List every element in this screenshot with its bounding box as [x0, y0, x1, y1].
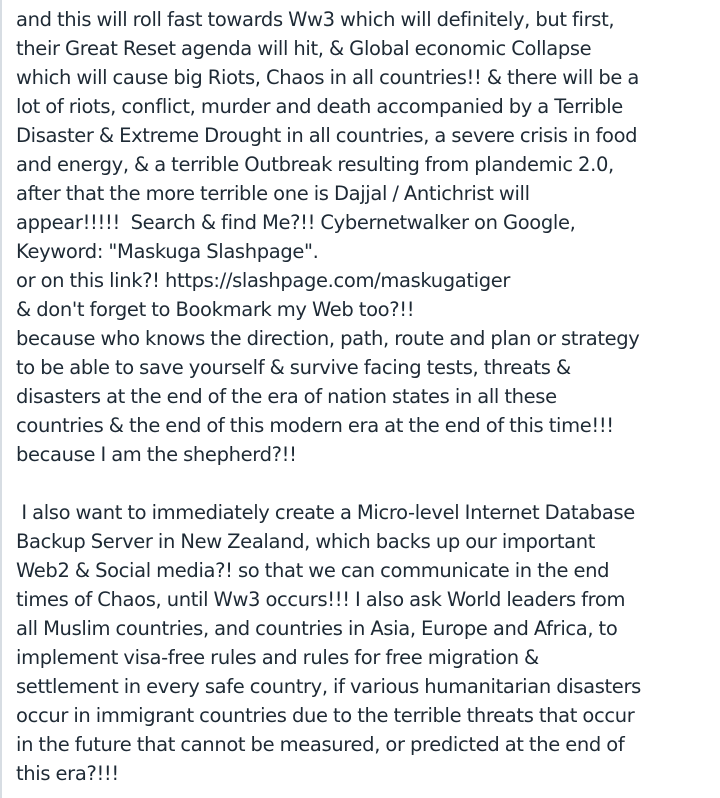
text-line: Keyword: "Maskuga Slashpage".: [16, 240, 319, 263]
post-body: [16, 5, 718, 788]
text-line: settlement in every safe country, if various humanitarian disasters: [16, 675, 641, 698]
text-line: to be able to save yourself & survive facing tests, threats &: [16, 356, 571, 379]
text-line: implement visa-free rules and rules for free migration &: [16, 646, 539, 669]
left-border-rule: [0, 0, 2, 798]
text-line: & don't forget to Bookmark my Web too?!!: [16, 298, 415, 321]
paragraph-1: [16, 5, 718, 469]
text-line: and energy, & a terrible Outbreak resulting from plandemic 2.0,: [16, 153, 614, 176]
text-line: all Muslim countries, and countries in Asia, Europe and Africa, to: [16, 617, 618, 640]
text-line: which will cause big Riots, Chaos in all countries!! & there will be a: [16, 66, 639, 89]
text-line: after that the more terrible one is Dajjal / Antichrist will: [16, 182, 530, 205]
text-line: lot of riots, conflict, murder and death accompanied by a Terrible: [16, 95, 623, 118]
text-line: in the future that cannot be measured, or predicted at the end of: [16, 733, 625, 756]
text-line: this era?!!!: [16, 762, 119, 785]
text-line: Web2 & Social media?! so that we can communicate in the end: [16, 559, 610, 582]
text-line: Backup Server in New Zealand, which backs up our important: [16, 530, 596, 553]
link-line[interactable]: or on this link?! https://slashpage.com/maskugatiger: [16, 269, 511, 292]
text-line: appear!!!!! Search & find Me?!! Cybernetwalker on Google,: [16, 211, 576, 234]
text-line: their Great Reset agenda will hit, & Global economic Collapse: [16, 37, 592, 60]
text-line: because I am the shepherd?!!: [16, 443, 297, 466]
text-line: I also want to immediately create a Micro-level Internet Database: [16, 501, 635, 524]
text-line: because who knows the direction, path, route and plan or strategy: [16, 327, 640, 350]
text-line: times of Chaos, until Ww3 occurs!!! I also ask World leaders from: [16, 588, 626, 611]
paragraph-spacer: [16, 469, 718, 498]
text-line: Disaster & Extreme Drought in all countries, a severe crisis in food: [16, 124, 638, 147]
text-line: countries & the end of this modern era at the end of this time!!!: [16, 414, 614, 437]
text-line: and this will roll fast towards Ww3 which will definitely, but first,: [16, 8, 615, 31]
paragraph-2: [16, 498, 718, 788]
text-line: disasters at the end of the era of nation states in all these: [16, 385, 557, 408]
text-line: occur in immigrant countries due to the terrible threats that occur: [16, 704, 635, 727]
